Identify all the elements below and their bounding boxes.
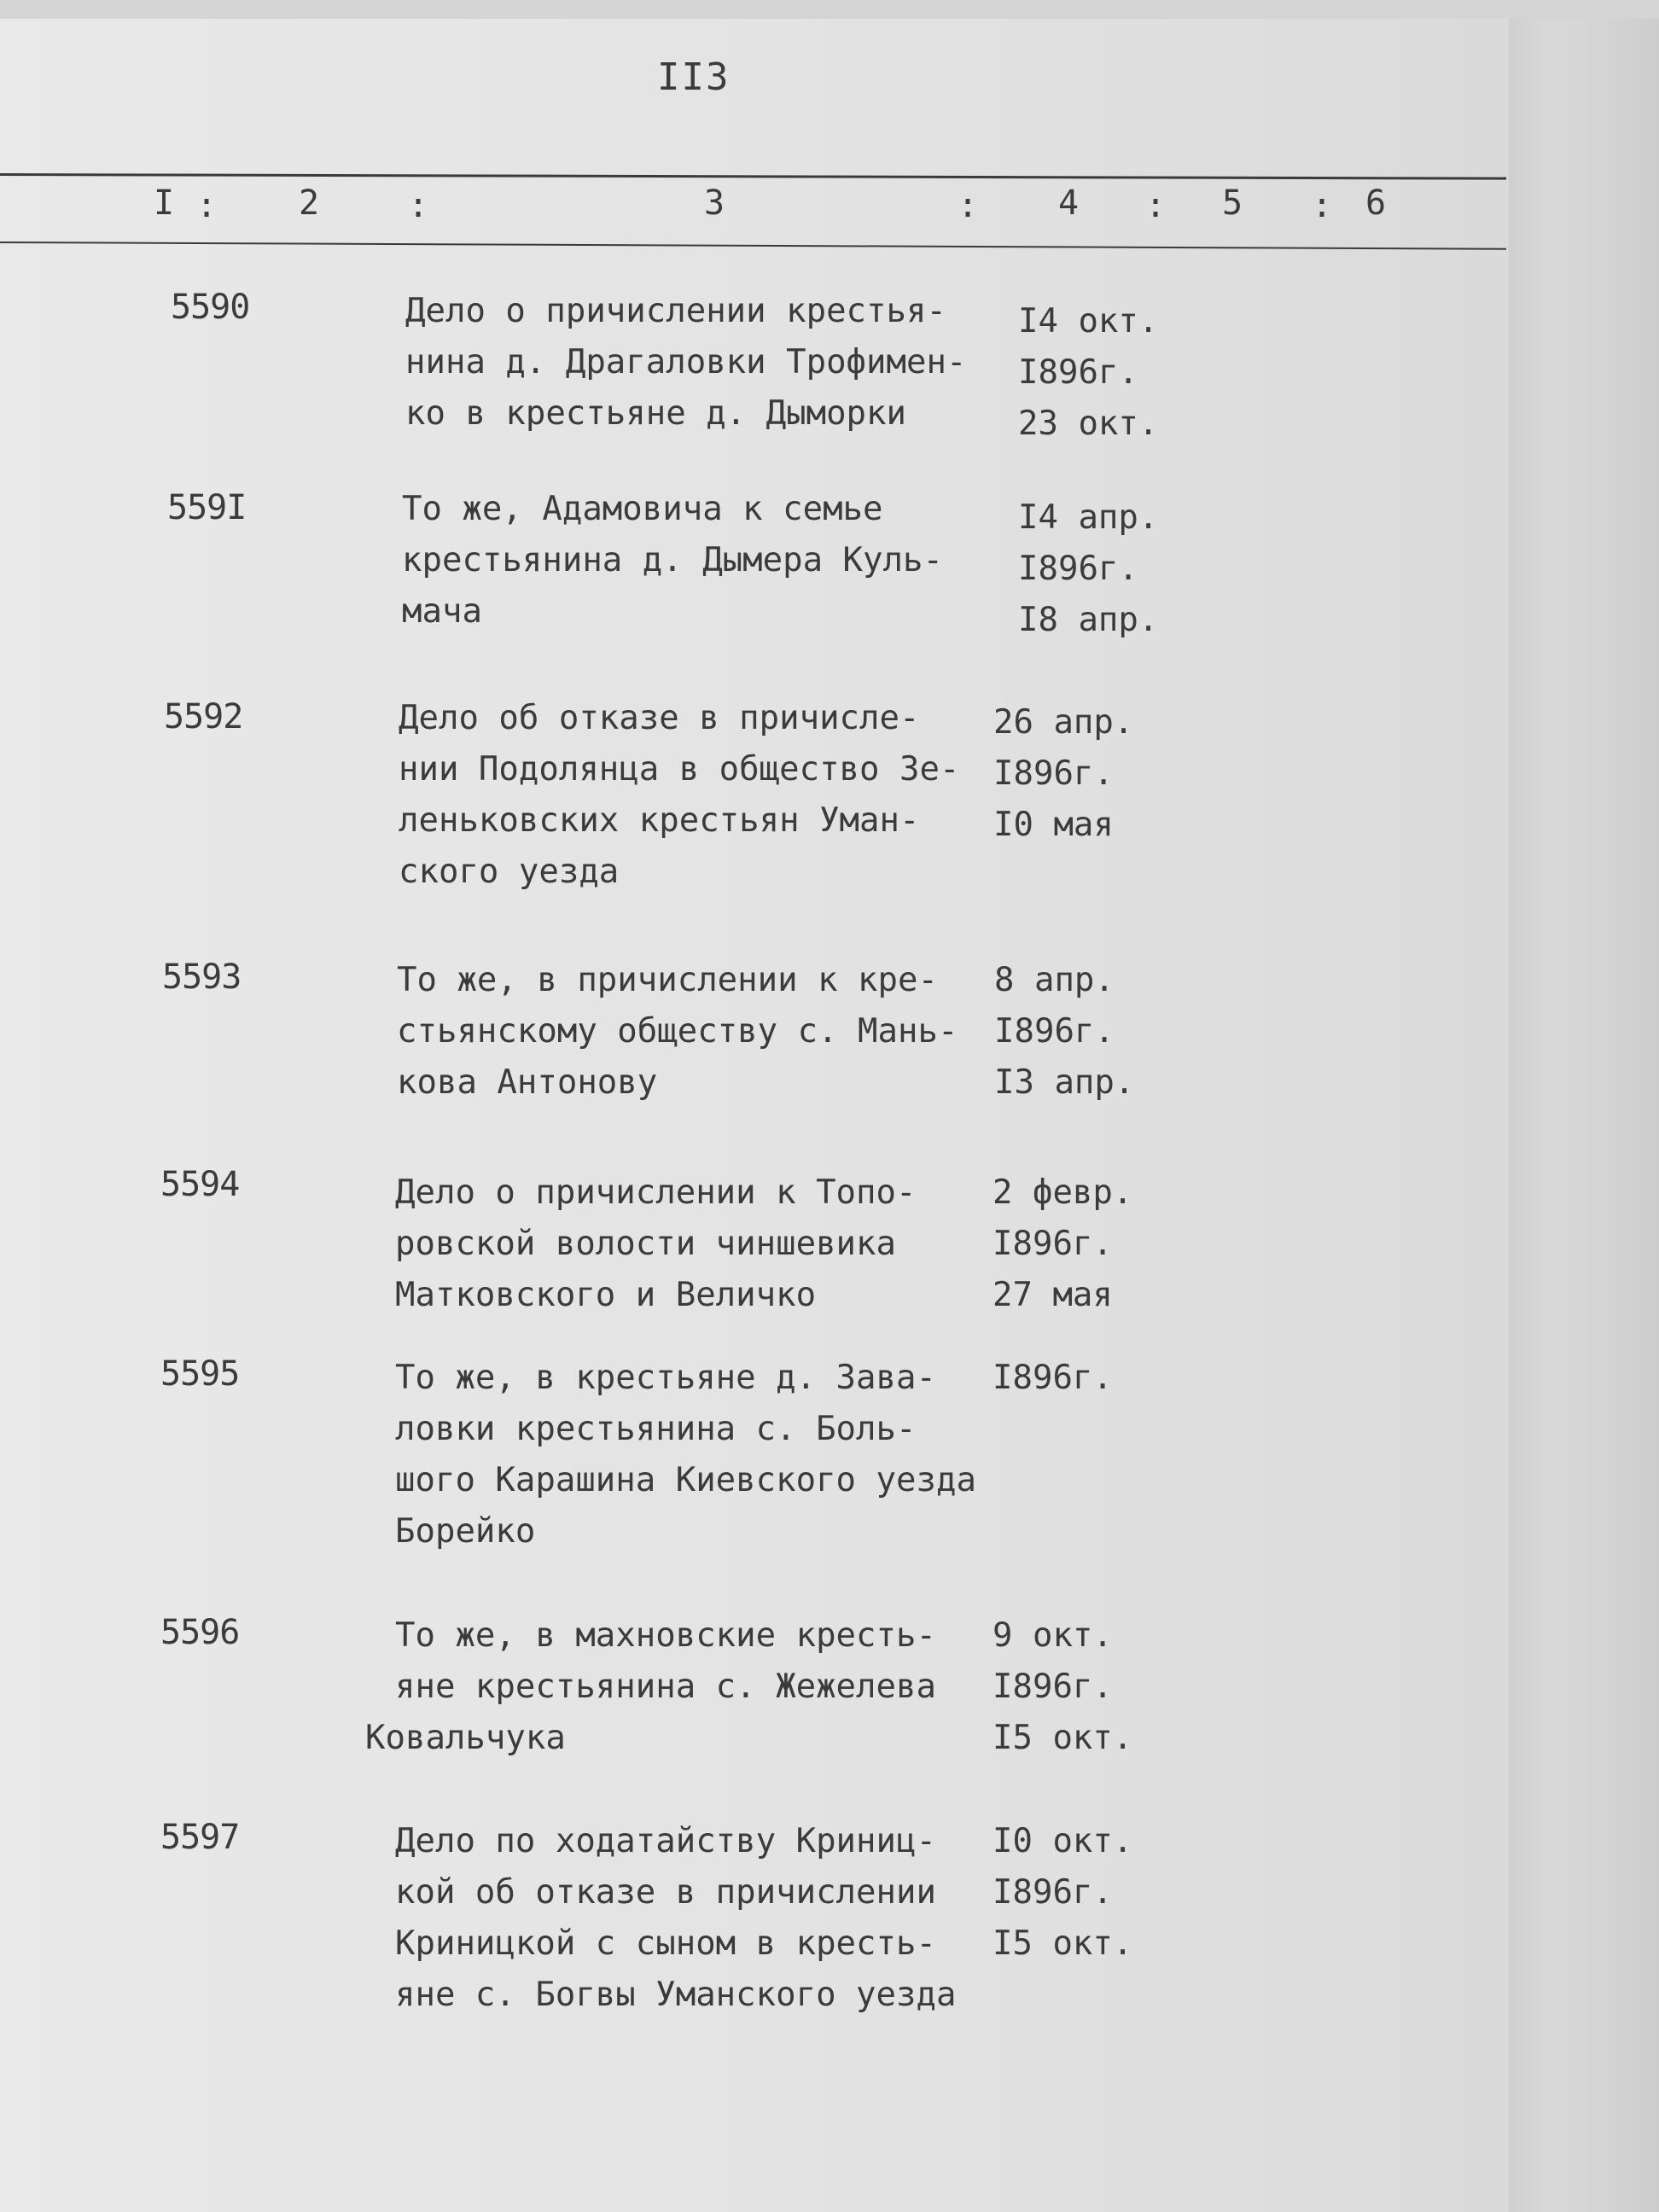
date-line: I896г. bbox=[992, 1873, 1113, 1912]
entry-dates bbox=[992, 1167, 1132, 1321]
date-line: 8 апр. bbox=[994, 961, 1115, 999]
description-line: Дело по ходатайству Криниц- bbox=[395, 1822, 936, 1860]
column-separator: : bbox=[958, 186, 979, 225]
date-line: I896г. bbox=[993, 754, 1114, 793]
date-line: I0 мая bbox=[993, 806, 1114, 844]
column-number-4: 4 bbox=[1058, 183, 1080, 223]
entry-dates bbox=[1018, 296, 1158, 450]
description-line: То же, в причислении к кре- bbox=[397, 961, 938, 999]
date-line: I8 апр. bbox=[1018, 601, 1159, 639]
description-line: Борейко bbox=[395, 1512, 536, 1551]
date-line: I0 окт. bbox=[992, 1822, 1133, 1860]
description-line: То же, Адамовича к семье bbox=[402, 490, 883, 528]
entry-description bbox=[405, 286, 966, 439]
date-line: I5 окт. bbox=[992, 1924, 1133, 1963]
description-line: яне крестьянина с. Жежелева bbox=[395, 1668, 936, 1706]
date-line: I896г. bbox=[1018, 550, 1138, 588]
column-number-3: 3 bbox=[704, 183, 725, 223]
column-number-2: 2 bbox=[299, 183, 320, 223]
entry-description bbox=[395, 1353, 976, 1557]
description-line: ского уезда bbox=[399, 853, 620, 891]
description-line: яне с. Богвы Уманского уезда bbox=[395, 1976, 957, 2014]
description-line: нина д. Драгаловки Трофимен- bbox=[405, 343, 967, 381]
description-line: леньковских крестьян Уман- bbox=[399, 801, 920, 840]
entry-description bbox=[402, 484, 943, 637]
entry-dates bbox=[992, 1816, 1132, 1970]
date-line: 26 апр. bbox=[993, 703, 1134, 742]
entry-number: 5596 bbox=[160, 1613, 240, 1652]
description-line: Матковского и Величко bbox=[395, 1276, 817, 1314]
entry-description bbox=[397, 955, 958, 1109]
date-line: I3 апр. bbox=[994, 1063, 1135, 1102]
description-line: Дело о причислении к Топо- bbox=[395, 1173, 917, 1212]
date-line: 9 окт. bbox=[992, 1616, 1113, 1655]
entry-description bbox=[365, 1610, 936, 1764]
date-line: I896г. bbox=[1018, 353, 1138, 392]
description-line: То же, в крестьяне д. Зава- bbox=[395, 1359, 936, 1397]
entry-number: 5590 bbox=[171, 288, 250, 327]
date-line: I5 окт. bbox=[992, 1719, 1133, 1757]
description-line: Дело об отказе в причисле- bbox=[399, 699, 920, 737]
column-number-1: I bbox=[154, 183, 175, 223]
description-line: шого Карашина Киевского уезда bbox=[395, 1461, 976, 1499]
entry-dates bbox=[992, 1610, 1132, 1764]
date-line: I896г. bbox=[994, 1012, 1115, 1051]
page-edge-background bbox=[1509, 19, 1659, 2212]
date-line: 27 мая bbox=[992, 1276, 1113, 1314]
date-line: 23 окт. bbox=[1018, 405, 1159, 443]
entry-dates bbox=[992, 1353, 1113, 1404]
description-line: Ковальчука bbox=[365, 1719, 566, 1757]
date-line: 2 февр. bbox=[992, 1173, 1133, 1212]
description-line: То же, в махновские кресть- bbox=[395, 1616, 936, 1655]
description-line: кой об отказе в причислении bbox=[395, 1873, 936, 1912]
entry-description bbox=[395, 1816, 956, 2021]
date-line: I896г. bbox=[992, 1225, 1113, 1263]
date-line: I4 апр. bbox=[1018, 498, 1159, 537]
entry-number: 5594 bbox=[160, 1165, 240, 1204]
entry-number: 5595 bbox=[160, 1354, 240, 1394]
description-line: ловки крестьянина с. Боль- bbox=[395, 1410, 917, 1448]
entry-number: 559I bbox=[167, 488, 247, 527]
column-separator: : bbox=[408, 186, 429, 225]
description-line: ровской волости чиншевика bbox=[395, 1225, 896, 1263]
description-line: стьянскому обществу с. Мань- bbox=[397, 1012, 958, 1051]
column-number-5: 5 bbox=[1222, 183, 1243, 223]
description-line: нии Подолянца в общество Зе- bbox=[399, 750, 960, 789]
entry-number: 5597 bbox=[160, 1818, 240, 1857]
description-line: Дело о причислении крестья- bbox=[405, 292, 946, 330]
column-separator: : bbox=[1145, 186, 1167, 225]
entry-number: 5593 bbox=[162, 958, 242, 997]
description-line: кова Антонову bbox=[397, 1063, 658, 1102]
date-line: I896г. bbox=[992, 1359, 1113, 1397]
description-line: мача bbox=[402, 592, 482, 631]
column-number-6: 6 bbox=[1365, 183, 1387, 223]
date-line: I896г. bbox=[992, 1668, 1113, 1706]
description-line: Криницкой с сыном в кресть- bbox=[395, 1924, 936, 1963]
entry-dates bbox=[1018, 492, 1158, 646]
page-number: II3 bbox=[657, 55, 731, 99]
description-line: ко в крестьяне д. Дыморки bbox=[405, 394, 906, 433]
entry-description bbox=[399, 693, 959, 898]
entry-description bbox=[395, 1167, 916, 1321]
entry-dates bbox=[993, 697, 1133, 851]
entry-dates bbox=[994, 955, 1134, 1109]
date-line: I4 окт. bbox=[1018, 302, 1159, 341]
column-separator: : bbox=[196, 186, 218, 225]
entry-number: 5592 bbox=[164, 697, 243, 736]
column-separator: : bbox=[1312, 186, 1333, 225]
description-line: крестьянина д. Дымера Куль- bbox=[402, 541, 943, 579]
